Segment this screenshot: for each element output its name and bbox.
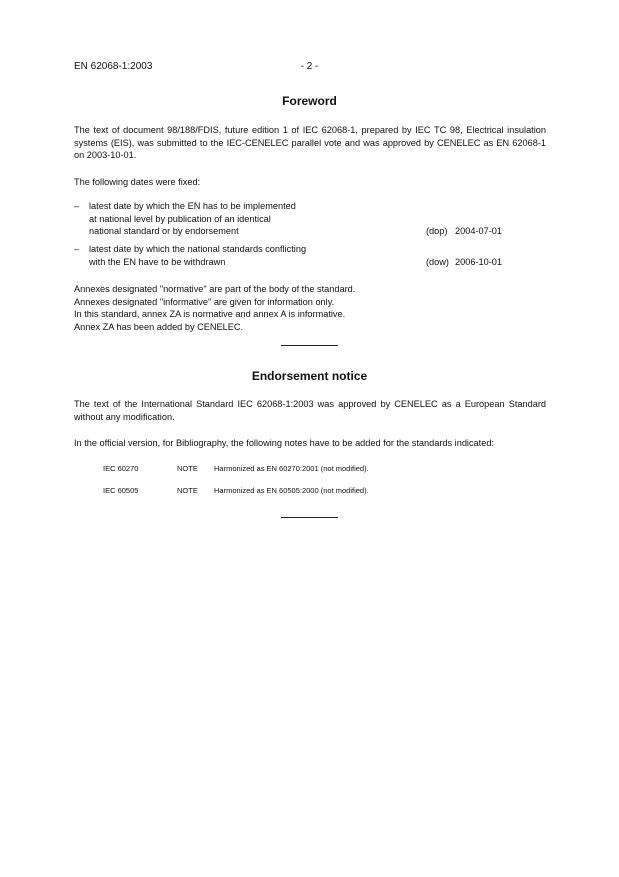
- date-item-line: at national level by publication of an identical: [89, 213, 271, 224]
- date-item-line: national standard or by endorsement: [89, 226, 239, 236]
- endorsement-heading: Endorsement notice: [251, 369, 368, 383]
- note-label: NOTE: [177, 486, 198, 495]
- date-value: 2006-10-01: [455, 256, 502, 267]
- bibliography-intro-paragraph: In the official version, for Bibliography, the following notes have to be added for the standards indicated:: [74, 438, 494, 448]
- date-item-line: latest date by which the national standards conflicting: [89, 244, 307, 254]
- date-value: 2004-07-01: [455, 226, 502, 236]
- list-dash: –: [74, 244, 80, 254]
- document-id: EN 62068-1:2003: [74, 61, 153, 72]
- note-reference: IEC 60270: [103, 464, 139, 473]
- date-code: (dop): [426, 226, 448, 236]
- annex-line: In this standard, annex ZA is normative and annex A is informative.: [74, 309, 346, 319]
- annex-line: Annexes designated "normative" are part of the body of the standard.: [74, 284, 356, 294]
- endorsement-paragraph: The text of the International Standard IEC 62068-1:2003 was approved by CENELEC as a European Standard without any modification.: [74, 399, 546, 422]
- foreword-heading: Foreword: [282, 94, 337, 108]
- page-number: - 2 -: [300, 61, 319, 72]
- annex-line: Annex ZA has been added by CENELEC.: [74, 321, 244, 332]
- annex-line: Annexes designated "informative" are given for information only.: [74, 296, 335, 307]
- note-label: NOTE: [177, 464, 198, 473]
- section-separator: [281, 517, 338, 518]
- annex-paragraph: [74, 283, 546, 333]
- date-code: (dow): [426, 256, 449, 267]
- date-item-line: with the EN have to be withdrawn: [89, 256, 226, 267]
- note-reference: IEC 60505: [103, 486, 139, 495]
- section-separator: [281, 345, 338, 346]
- dates-intro-paragraph: The following dates were fixed:: [74, 177, 201, 187]
- date-item-description: [89, 243, 409, 268]
- note-text: Harmonized as EN 60505:2000 (not modified).: [214, 486, 369, 495]
- list-dash: –: [74, 201, 80, 211]
- note-text: Harmonized as EN 60270:2001 (not modified).: [214, 464, 369, 473]
- date-item-line: latest date by which the EN has to be implemented: [89, 201, 296, 211]
- date-item-description: [89, 200, 409, 238]
- foreword-intro-paragraph: The text of document 98/188/FDIS, future edition 1 of IEC 62068-1, prepared by IEC TC 98, Electrical insulation systems (EIS), was submitted to the IEC-CENELEC parallel vote and was approved by CENELEC as EN 62068-1 on 2003-10-01.: [74, 125, 546, 160]
